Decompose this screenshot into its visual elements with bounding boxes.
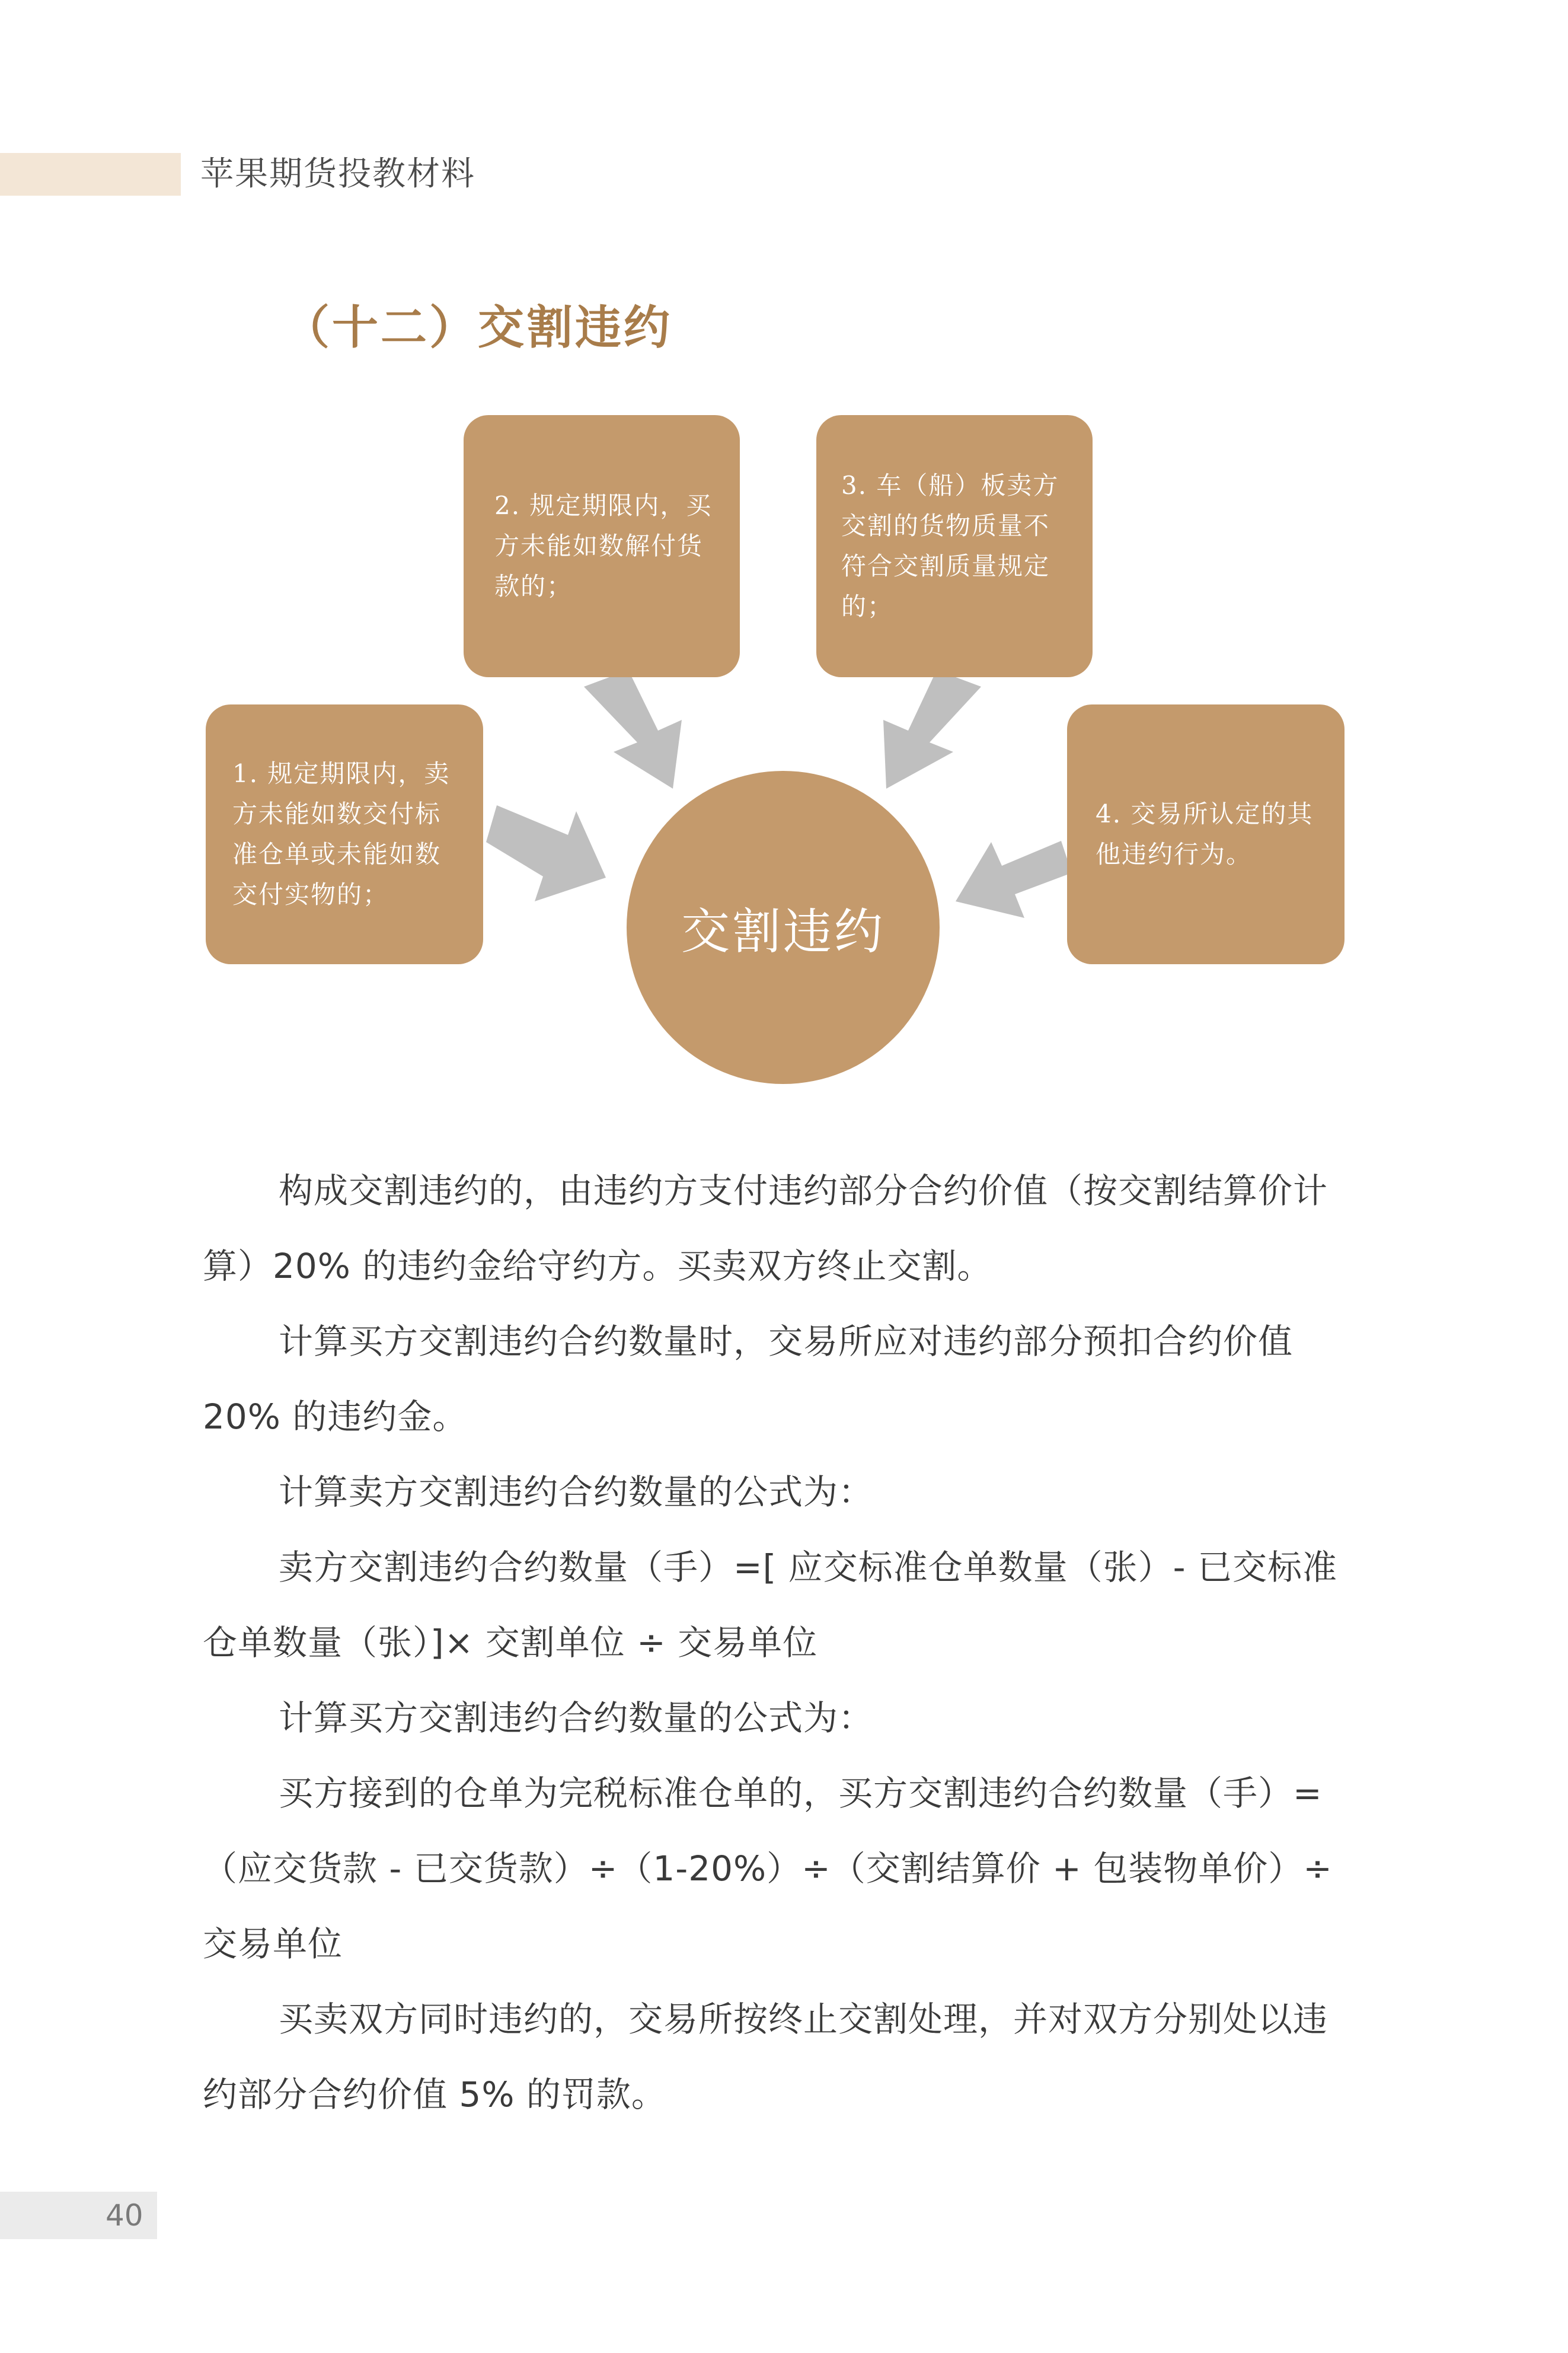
box4-line-2: 他违约行为。 [1096,840,1253,869]
document-header-title: 苹果期货投教材料 [200,155,475,193]
paragraph-3: 计算卖方交割违约合约数量的公式为： [279,1472,874,1512]
paragraph-4: 卖方交割违约合约数量（手）=[ 应交标准仓单数量（张）- 已交标准仓单数量（张）]× 交割单位 ÷ 交易单位 [203,1547,1338,1663]
box3-line-3: 符合交割质量规定 [841,551,1050,581]
condition-box-2 [464,415,740,677]
arrow-box4-to-center [956,841,1072,918]
box1-line-4: 交付实物的； [232,880,389,909]
page-number: 40 [106,2198,143,2233]
box4-line-1: 4. 交易所认定的其 [1096,799,1314,828]
condition-box-1 [206,704,483,964]
box3-line-1: 3. 车（船）板卖方 [841,471,1059,500]
box2-line-1: 2. 规定期限内，买 [494,491,713,520]
box3-line-4: 的； [841,592,894,621]
arrow-box2-to-center [584,670,682,789]
body-text [203,1153,1356,2132]
box1-line-3: 准仓单或未能如数 [232,840,442,869]
center-circle-label: 交割违约 [681,903,885,960]
paragraph-5: 计算买方交割违约合约数量的公式为： [279,1698,874,1738]
box1-line-2: 方未能如数交付标 [232,799,442,828]
center-circle [627,771,940,1084]
condition-box-4 [1067,704,1345,964]
section-title: （十二）交割违约 [283,301,673,355]
paragraph-2: 计算买方交割违约合约数量时，交易所应对违约部分预扣合约价值 20% 的违约金。 [203,1321,1294,1437]
condition-box-3 [816,415,1093,677]
box2-line-3: 款的； [494,572,573,601]
box3-line-2: 交割的货物质量不 [841,511,1050,540]
paragraph-6: 买方接到的仓单为完税标准仓单的，买方交割违约合约数量（手）=（应交货款 - 已交货款）÷（1-20%）÷（交割结算价 + 包装物单价）÷ 交易单位 [203,1773,1333,1964]
arrow-box1-to-center [486,805,606,901]
arrow-box3-to-center [883,670,981,789]
violation-diagram [0,0,1568,1127]
box2-line-2: 方未能如数解付货 [494,531,704,560]
paragraph-1: 构成交割违约的，由违约方支付违约部分合约价值（按交割结算价计算）20% 的违约金给守约方。买卖双方终止交割。 [203,1171,1329,1286]
box1-line-1: 1. 规定期限内，卖 [232,759,451,788]
paragraph-7: 买卖双方同时违约的，交易所按终止交割处理，并对双方分别处以违约部分合约价值 5% 的罚款。 [203,1999,1329,2115]
